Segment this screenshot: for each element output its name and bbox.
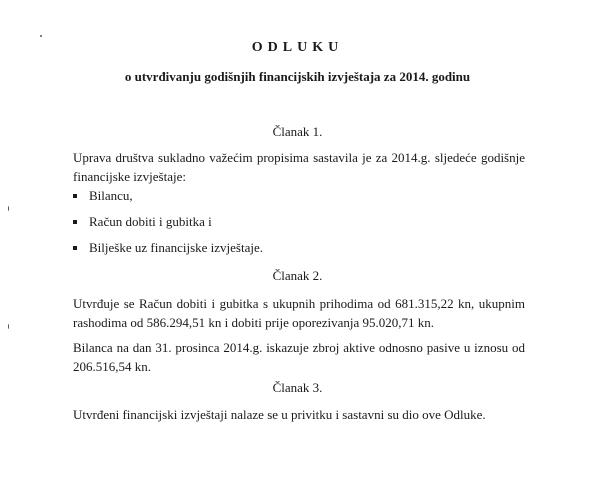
- article-3-paragraph-1: Utvrđeni financijski izvještaji nalaze se u privitku i sastavni su dio ove Odluke.: [73, 407, 486, 422]
- list-item-text: Bilancu,: [89, 188, 133, 203]
- article-2-heading: Članak 2.: [272, 268, 323, 283]
- article-2-paragraph-2: Bilanca na dan 31. prosinca 2014.g. iskazuje zbroj aktive odnosno pasive u iznosu od 206.516,54 kn.: [73, 340, 525, 374]
- list-item: [73, 241, 263, 267]
- list-item: [73, 215, 263, 241]
- scan-speck: [8, 206, 9, 211]
- bullet-icon: [73, 246, 77, 250]
- list-item-text: Račun dobiti i gubitka i: [89, 214, 212, 229]
- article-2-paragraph-1: Utvrđuje se Račun dobiti i gubitka s ukupnih prihodima od 681.315,22 kn, ukupnim rashodima od 586.294,51 kn i dobiti prije oporezivanja 95.020,71 kn.: [73, 296, 525, 330]
- document-title: ODLUKU: [251, 40, 344, 55]
- bullet-icon: [73, 220, 77, 224]
- article-1-intro: Uprava društva sukladno važećim propisima sastavila je za 2014.g. sljedeće godišnje financijske izvještaje:: [73, 150, 525, 184]
- statements-list: [73, 189, 263, 267]
- scan-speck: [8, 324, 9, 329]
- scan-speck: [40, 35, 42, 37]
- document-subtitle: o utvrđivanju godišnjih financijskih izvještaja za 2014. godinu: [124, 69, 471, 84]
- article-3-heading: Članak 3.: [272, 380, 323, 395]
- article-1-heading: Članak 1.: [272, 124, 323, 139]
- list-item: [73, 189, 263, 215]
- bullet-icon: [73, 194, 77, 198]
- list-item-text: Bilješke uz financijske izvještaje.: [89, 240, 263, 255]
